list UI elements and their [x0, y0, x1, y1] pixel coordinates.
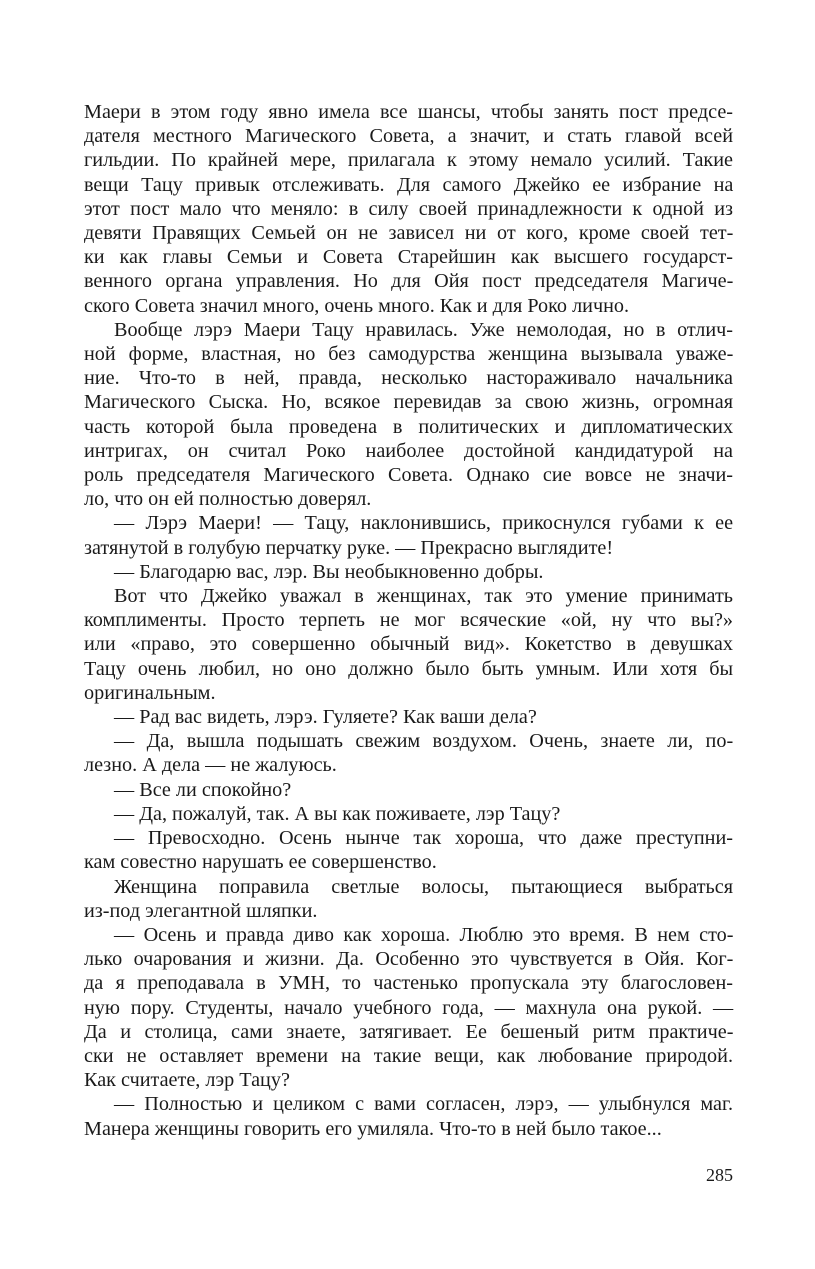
text-line: Тацу очень любил, но оно должно было быть умным. Или хотя бы [84, 657, 734, 680]
paragraph [84, 802, 733, 826]
text-line: Вообще лэрэ Маери Тацу нравилась. Уже немолодая, но в отлич- [114, 318, 733, 341]
text-line: — Благодарю вас, лэр. Вы необыкновенно добры. [114, 560, 544, 583]
text-line: ло, что он ей полностью доверял. [84, 488, 372, 511]
text-line: Магического Сыска. Но, всякое перевидав за свою жизнь, огромная [84, 391, 733, 414]
text-line: или «право, это совершенно обычный вид». Кокетство в девушках [84, 633, 733, 656]
paragraph [84, 875, 733, 923]
text-line: комплименты. Просто терпеть не мог всяческие «ой, ну что вы?» [84, 609, 733, 632]
paragraph [84, 318, 733, 512]
text-line: да я преподавала в УМН, то частенько пропускала эту благословен- [84, 972, 733, 995]
paragraph [84, 560, 733, 584]
text-line: Вот что Джейко уважал в женщинах, так это умение принимать [114, 585, 733, 608]
text-line: венного органа управления. Но для Ойя пост председателя Магиче- [84, 270, 734, 293]
text-line: оригинальным. [84, 681, 216, 704]
text-line: этот пост мало что меняло: в силу своей принадлежности к одной из [84, 197, 733, 220]
paragraph [84, 705, 733, 729]
paragraph [84, 1092, 733, 1140]
page-body-text [84, 100, 733, 1141]
paragraph [84, 729, 733, 777]
text-line: — Превосходно. Осень нынче так хороша, что даже преступни- [114, 827, 733, 850]
text-line: — Рад вас видеть, лэрэ. Гуляете? Как ваши дела? [114, 706, 537, 729]
paragraph [84, 778, 733, 802]
text-line: — Лэрэ Маери! — Тацу, наклонившись, прикоснулся губами к ее [114, 512, 734, 535]
text-line: Как считаете, лэр Тацу? [84, 1069, 290, 1092]
text-line: кам совестно нарушать ее совершенство. [84, 851, 437, 874]
text-line: Манера женщины говорить его умиляла. Что-то в ней было такое... [84, 1117, 662, 1140]
text-line: роль председателя Магического Совета. Однако сие вовсе не значи- [84, 464, 733, 487]
text-line: дателя местного Магического Совета, а значит, и стать главой всей [84, 125, 733, 148]
text-line: Да и столица, сами знаете, затягивает. Ее бешеный ритм практиче- [84, 1020, 734, 1043]
paragraph [84, 923, 733, 1092]
text-line: затянутой в голубую перчатку руке. — Прекрасно выглядите! [84, 536, 614, 559]
paragraph [84, 100, 733, 318]
text-line: ние. Что-то в ней, правда, несколько настораживало начальника [84, 367, 733, 390]
paragraph [84, 584, 733, 705]
text-line: ски не оставляет времени на такие вещи, как любование природой. [84, 1044, 733, 1067]
text-line: лько очарования и жизни. Да. Особенно это чувствуется в Ойя. Ког- [84, 948, 734, 971]
text-line: — Полностью и целиком с вами согласен, лэрэ, — улыбнулся маг. [114, 1093, 733, 1116]
text-line: часть которой была проведена в политических и дипломатических [84, 415, 734, 438]
paragraph [84, 826, 733, 874]
text-line: Женщина поправила светлые волосы, пытающиеся выбраться [114, 875, 733, 898]
paragraph [84, 511, 733, 559]
text-line: — Все ли спокойно? [114, 778, 292, 801]
text-line: ной форме, властная, но без самодурства женщина вызывала уваже- [84, 343, 734, 366]
text-line: Маери в этом году явно имела все шансы, чтобы занять пост предсе- [84, 101, 733, 123]
text-line: девяти Правящих Семьей он не зависел ни от кого, кроме своей тет- [84, 222, 734, 245]
text-line: лезно. А дела — не жалуюсь. [84, 754, 337, 777]
text-line: — Осень и правда диво как хороша. Люблю это время. В нем сто- [114, 923, 734, 946]
text-line: вещи Тацу привык отслеживать. Для самого Джейко ее избрание на [84, 173, 734, 196]
page-number: 285 [706, 1165, 733, 1185]
text-line: ную пору. Студенты, начало учебного года, — махнула она рукой. — [84, 996, 734, 1019]
text-line: ки как главы Семьи и Совета Старейшин как высшего государст- [84, 246, 733, 269]
text-line: — Да, пожалуй, так. А вы как поживаете, лэр Тацу? [114, 802, 561, 825]
text-line: — Да, вышла подышать свежим воздухом. Очень, знаете ли, по- [114, 730, 734, 753]
text-line: гильдии. По крайней мере, прилагала к этому немало усилий. Такие [84, 149, 733, 172]
text-line: из-под элегантной шляпки. [84, 899, 318, 922]
text-line: ского Совета значил много, очень много. Как и для Роко лично. [84, 294, 630, 317]
text-line: интригах, он считал Роко наиболее достойной кандидатурой на [84, 439, 733, 462]
